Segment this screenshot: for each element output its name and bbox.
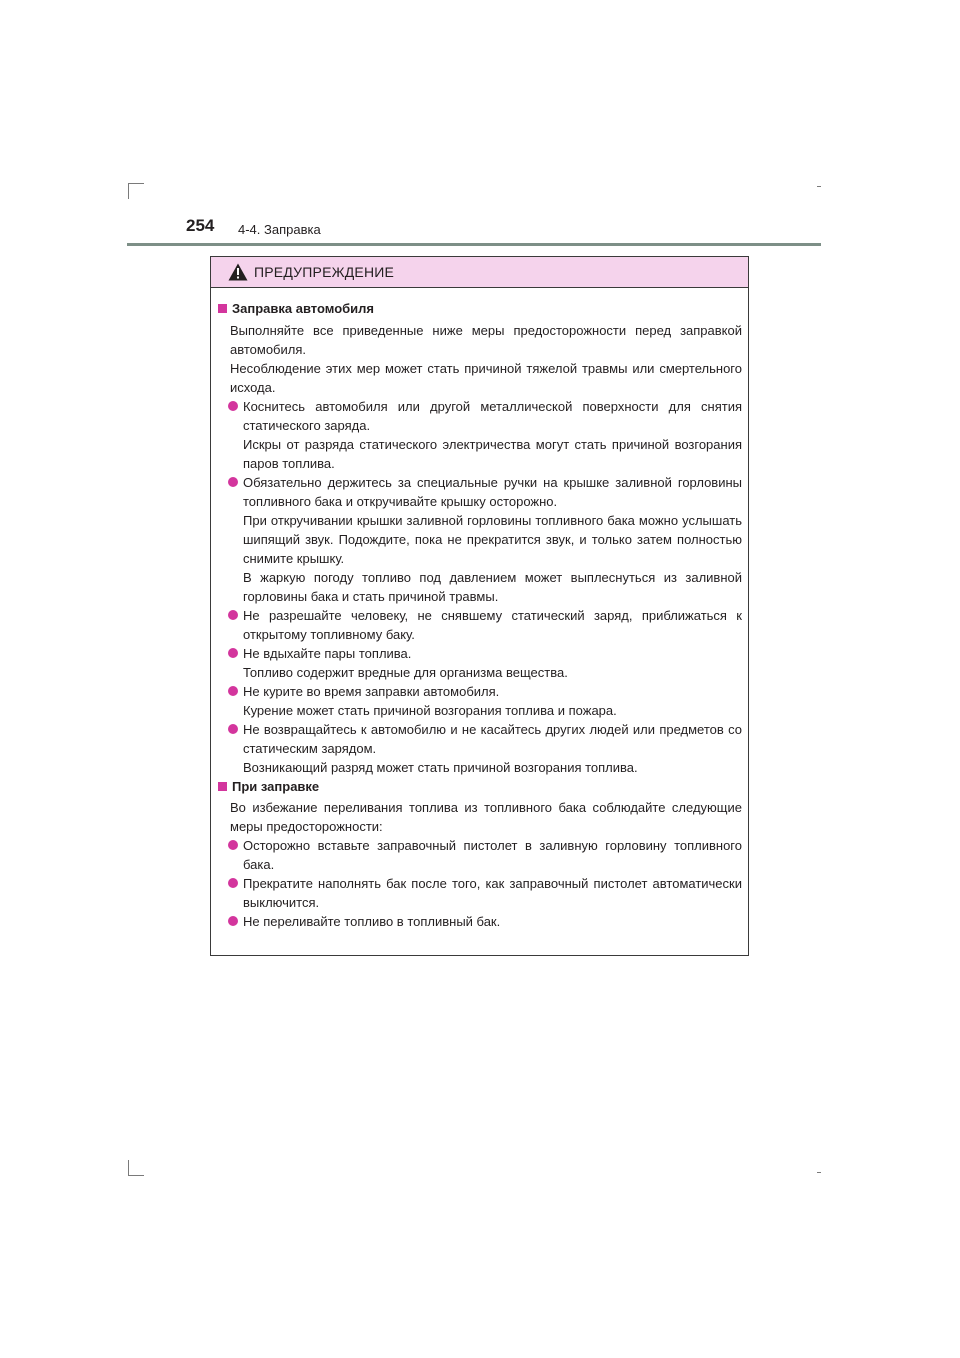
list-item-text xyxy=(243,836,742,874)
round-bullet-icon xyxy=(228,916,238,926)
item-line: Осторожно вставьте заправочный пистолет в заливную горловину топливного бака. xyxy=(243,838,742,872)
item-line: Искры от разряда статического электричества могут стать причиной возгорания паров топлива. xyxy=(243,437,742,471)
section-heading-text: При заправке xyxy=(232,779,320,794)
crop-mark-top-left-v xyxy=(128,183,129,199)
round-bullet-icon xyxy=(228,477,238,487)
item-line: Коснитесь автомобиля или другой металлической поверхности для снятия статического заряда. xyxy=(243,399,742,433)
item-line: При откручивании крышки заливной горловины топливного бака можно услышать шипящий звук. Подождите, пока не прекратится звук, и только затем полностью снимите крышку. xyxy=(243,513,742,566)
square-bullet-icon xyxy=(218,304,227,313)
item-line: Курение может стать причиной возгорания топлива и пожара. xyxy=(243,703,617,718)
section-heading-refueling xyxy=(218,301,374,316)
item-line: Топливо содержит вредные для организма вещества. xyxy=(243,665,568,680)
item-line: Не разрешайте человеку, не снявшему статический заряд, приближаться к открытому топливному баку. xyxy=(243,608,742,642)
section-title: 4-4. Заправка xyxy=(238,222,321,237)
item-line: Не возвращайтесь к автомобилю и не касайтесь других людей или предметов со статическим зарядом. xyxy=(243,722,742,756)
round-bullet-icon xyxy=(228,724,238,734)
list-item-text xyxy=(243,606,742,644)
header-rule xyxy=(127,243,821,246)
intro-line: Несоблюдение этих мер может стать причиной тяжелой травмы или смертельного исхода. xyxy=(230,361,742,395)
item-line: Не вдыхайте пары топлива. xyxy=(243,646,412,661)
round-bullet-icon xyxy=(228,878,238,888)
page-number: 254 xyxy=(186,216,215,235)
crop-mark-bottom-left-v xyxy=(128,1160,129,1176)
list-item-text xyxy=(243,397,742,473)
item-line: Не переливайте топливо в топливный бак. xyxy=(243,914,501,929)
crop-mark-top-left-h xyxy=(128,183,144,184)
list-item-text xyxy=(243,644,742,682)
square-bullet-icon xyxy=(218,782,227,791)
list-item-text xyxy=(243,682,742,720)
item-line: Возникающий разряд может стать причиной возгорания топлива. xyxy=(243,760,638,775)
round-bullet-icon xyxy=(228,401,238,411)
list-item-text xyxy=(243,720,742,777)
crop-mark-bottom-right xyxy=(817,1172,821,1173)
intro-paragraph xyxy=(230,321,742,397)
section-heading-text: Заправка автомобиля xyxy=(232,301,375,316)
warning-title: ПРЕДУПРЕЖДЕНИЕ xyxy=(254,264,395,280)
list-item-text xyxy=(243,473,742,606)
section-heading-during-refueling xyxy=(218,779,319,794)
warning-box xyxy=(210,256,749,956)
round-bullet-icon xyxy=(228,610,238,620)
intro-line: Во избежание переливания топлива из топливного бака соблюдайте следующие меры предосторожности: xyxy=(230,800,742,834)
item-line: Обязательно держитесь за специальные ручки на крышке заливной горловины топливного бака и откручивайте крышку осторожно. xyxy=(243,475,742,509)
list-item-text xyxy=(243,874,742,912)
intro-line: Выполняйте все приведенные ниже меры предосторожности перед заправкой автомобиля. xyxy=(230,323,742,357)
crop-mark-top-right xyxy=(817,186,821,187)
crop-mark-bottom-left-h xyxy=(128,1175,144,1176)
warning-triangle-icon xyxy=(228,263,248,281)
item-line: В жаркую погоду топливо под давлением может выплеснуться из заливной горловины бака и стать причиной травмы. xyxy=(243,570,742,604)
round-bullet-icon xyxy=(228,840,238,850)
round-bullet-icon xyxy=(228,648,238,658)
list-item-text xyxy=(243,912,742,931)
warning-header xyxy=(211,257,748,288)
intro-paragraph xyxy=(230,798,742,836)
round-bullet-icon xyxy=(228,686,238,696)
item-line: Прекратите наполнять бак после того, как заправочный пистолет автоматически выключится. xyxy=(243,876,742,910)
item-line: Не курите во время заправки автомобиля. xyxy=(243,684,500,699)
